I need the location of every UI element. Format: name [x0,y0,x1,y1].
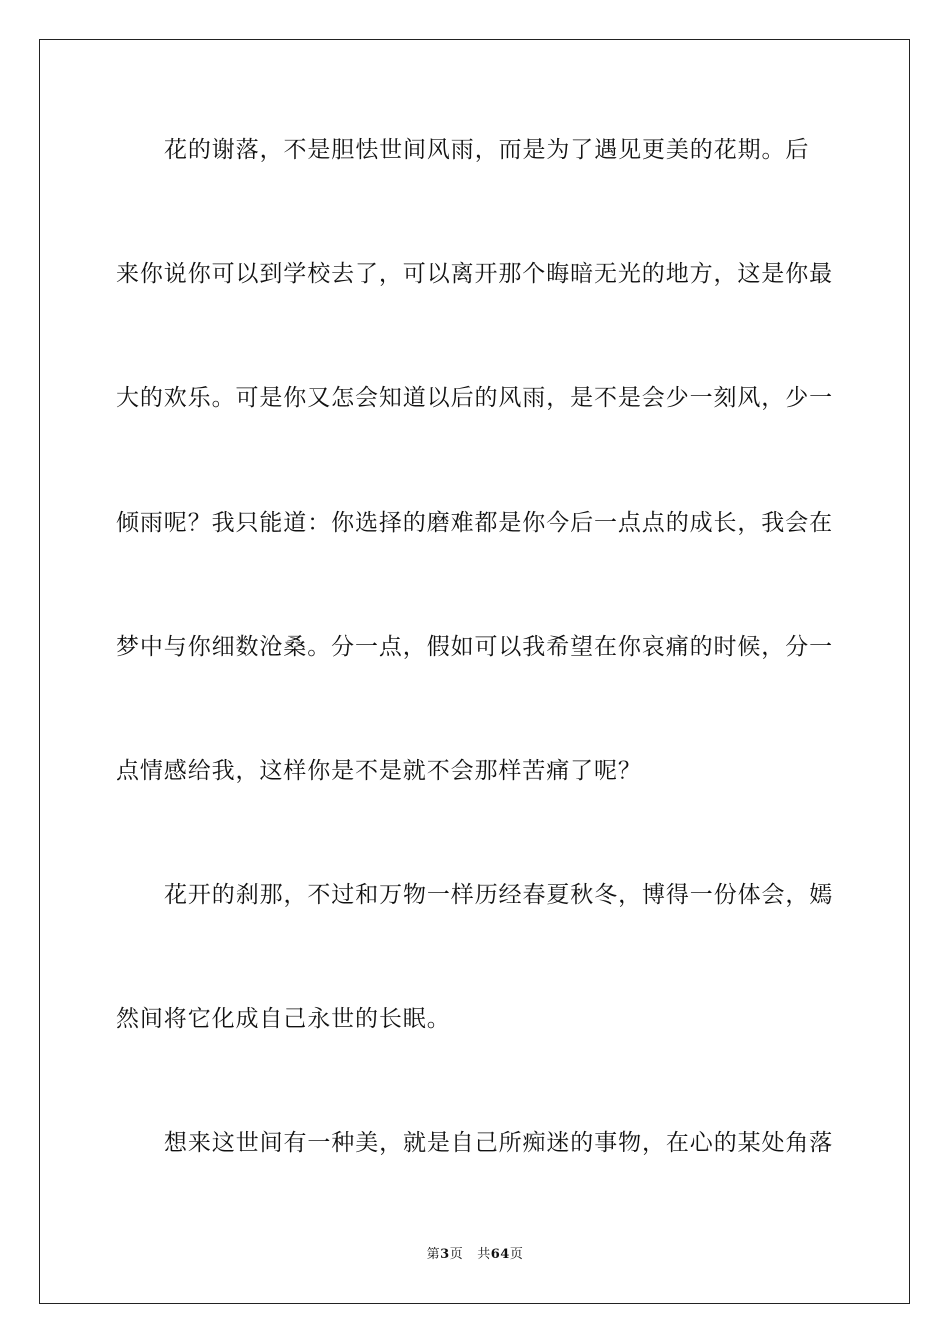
text-line: 花的谢落，不是胆怯世间风雨，而是为了遇见更美的花期。后 [164,137,810,163]
page-footer [0,1246,950,1264]
text-line: 倾雨呢？我只能道：你选择的磨难都是你今后一点点的成长，我会在 [116,510,833,536]
page-number: 3 [440,1247,450,1262]
text-line: 想来这世间有一种美，就是自己所痴迷的事物，在心的某处角落 [164,1130,834,1156]
text-line: 大的欢乐。可是你又怎会知道以后的风雨，是不是会少一刻风，少一 [116,385,833,411]
total-pages: 64 [490,1247,510,1262]
text-line: 点情感给我，这样你是不是就不会那样苦痛了呢？ [116,758,642,784]
text-line: 来你说你可以到学校去了，可以离开那个晦暗无光的地方，这是你最 [116,261,833,287]
page-border [39,39,910,1304]
text-line: 梦中与你细数沧桑。分一点，假如可以我希望在你哀痛的时候，分一 [116,634,833,660]
page-unit: 页 [449,1247,464,1262]
text-line: 然间将它化成自己永世的长眠。 [116,1006,451,1032]
total-unit: 页 [509,1247,524,1262]
text-line: 花开的刹那，不过和万物一样历经春夏秋冬，博得一份体会，嫣 [164,882,834,908]
page-prefix: 第 [426,1247,441,1262]
total-prefix: 共 [477,1247,491,1262]
